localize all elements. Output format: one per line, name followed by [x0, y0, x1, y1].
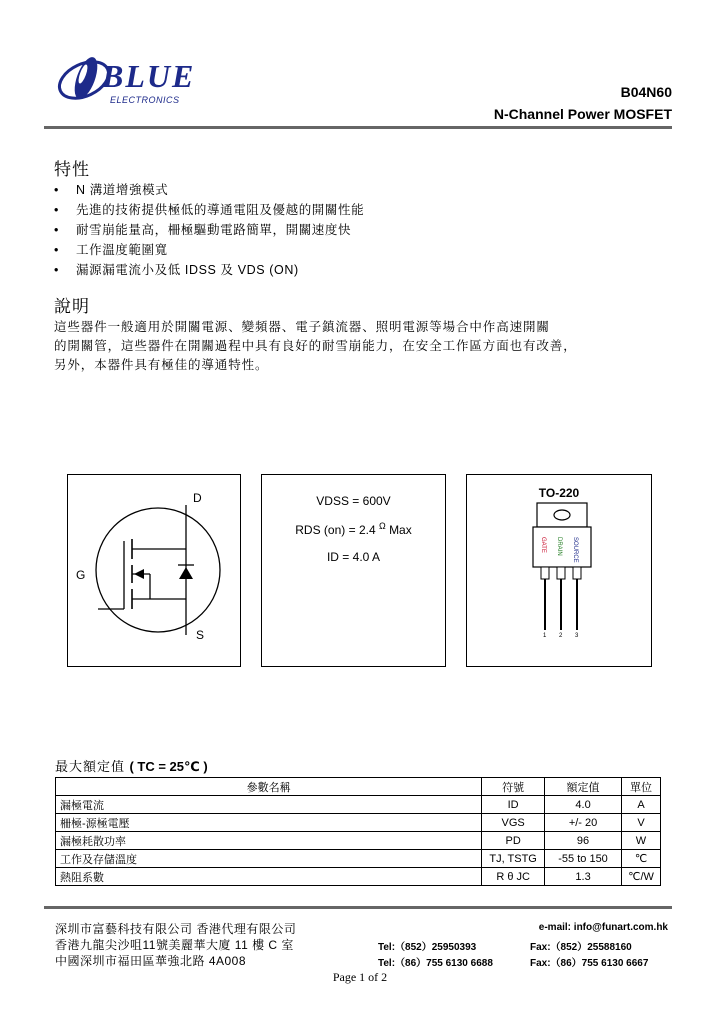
pin-label-drain: DRAIN [556, 537, 562, 556]
pin-number: 2 [559, 633, 563, 639]
footer-fax-1: Fax:（852）25588160 [530, 942, 632, 953]
drain-label: D [193, 491, 202, 505]
features-title: 特性 [54, 160, 90, 179]
description-text: 這些器件一般適用於開關電源、變頻器、電子鎮流器、照明電源等場合中作高速開關 的開關管，這些器件在開關過程中具有良好的耐雪崩能力，在安全工作區方面也有改善， 另外，本器件具有極佳的導通特性。 [54, 320, 577, 372]
table-row: 工作及存儲溫度 TJ, TSTG -55 to 150 ℃ [56, 850, 661, 868]
header-divider [44, 126, 672, 129]
id-spec: ID = 4.0 A [326, 550, 381, 564]
features-list [54, 180, 364, 280]
pin-number: 1 [543, 633, 547, 639]
pin-number: 3 [575, 633, 579, 639]
ratings-title: 最大額定值 ( TC = 25℃ ) [55, 759, 208, 774]
ratings-table [55, 777, 661, 886]
footer-tel-1: Tel:（852）25950393 [378, 942, 477, 953]
footer-divider [44, 906, 672, 909]
gate-label: G [76, 568, 86, 582]
mosfet-symbol-box [67, 474, 241, 667]
footer-email: e-mail: info@funart.com.hk [538, 922, 668, 933]
feature-item: • N 溝道增強模式 [54, 183, 169, 197]
table-row: 漏極電流 ID 4.0 A [56, 796, 661, 814]
page-number: Page 1 of 2 [332, 970, 388, 984]
feature-item: • 先進的技術提供極低的導通電阻及優越的開關性能 [54, 203, 365, 217]
part-number: B04N60 [620, 84, 672, 100]
specs-box [261, 474, 446, 667]
table-row: 漏極耗散功率 PD 96 W [56, 832, 661, 850]
footer-company: 深圳市富藝科技有限公司 香港代理有限公司 香港九龍尖沙咀11號美麗華大廈 11 樓 C 室 中國深圳市福田區華強北路 4A008 [55, 922, 297, 968]
logo-subtitle: ELECTRONICS [110, 95, 180, 105]
product-title: N-Channel Power MOSFET [493, 106, 672, 122]
logo [52, 44, 212, 114]
table-row: 熱阻系數 R θ JC 1.3 ℃/W [56, 868, 661, 886]
footer-fax-2: Fax:（86）755 6130 6667 [530, 958, 649, 969]
table-row: 柵極-源極電壓 VGS +/- 20 V [56, 814, 661, 832]
logo-brand: BLUE [102, 58, 196, 94]
table-header-row: 參數名稱 符號 額定值 單位 [56, 778, 661, 796]
package-box [466, 474, 652, 667]
feature-item: • 耐雪崩能量高，柵極驅動電路簡單，開關速度快 [54, 223, 352, 237]
pin-label-source: SOURCE [572, 537, 578, 563]
source-label: S [196, 628, 205, 642]
mosfet-symbol-icon [68, 475, 240, 666]
description-title: 說明 [54, 297, 90, 316]
vdss-spec: VDSS = 600V [316, 494, 391, 508]
package-name: TO-220 [538, 486, 580, 500]
footer-tel-2: Tel:（86）755 6130 6688 [378, 958, 493, 969]
feature-item: • 工作溫度範圍寬 [54, 243, 168, 257]
rds-spec: RDS (on) = 2.4 $^\Omega$ Max [295, 521, 412, 537]
pin-label-gate: GATE [540, 537, 546, 553]
feature-item: • 漏源漏電流小及低 IDSS 及 VDS (ON) [54, 263, 299, 277]
